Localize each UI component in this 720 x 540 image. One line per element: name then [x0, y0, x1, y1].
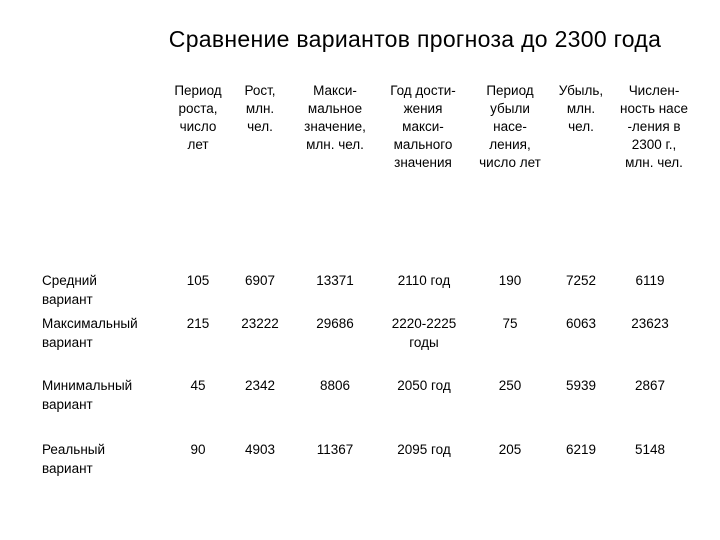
column-header-max-value: Макси- мальное значение, млн. чел. [304, 83, 366, 152]
table-cell: 215 [186, 316, 210, 331]
table-cell: 23623 [631, 316, 669, 331]
table-cell: 2050 год [397, 378, 451, 393]
row-label: Средний вариант [42, 273, 97, 307]
row-label: Минимальный вариант [42, 378, 133, 412]
table-cell: 2867 [634, 378, 666, 393]
table-cell: 8806 [319, 378, 351, 393]
table-cell: 13371 [316, 273, 354, 288]
table-cell: 190 [498, 273, 522, 288]
table-cell: 29686 [316, 316, 354, 331]
table-cell: 5939 [565, 378, 597, 393]
column-header-max-year: Год дости- жения макси- мального значения [390, 83, 456, 170]
table-cell: 6907 [244, 273, 276, 288]
table-cell: 6219 [565, 442, 597, 457]
table-cell: 75 [502, 316, 518, 331]
table-cell: 7252 [565, 273, 597, 288]
table-cell: 205 [498, 442, 522, 457]
table-cell: 2110 год [397, 273, 451, 288]
table-cell: 45 [190, 378, 206, 393]
column-header-growth-period: Период роста, число лет [174, 83, 222, 152]
table-cell: 105 [186, 273, 210, 288]
table-cell: 2220-2225 годы [391, 316, 457, 350]
table-cell: 250 [498, 378, 522, 393]
table-cell: 90 [190, 442, 206, 457]
table-cell: 4903 [244, 442, 276, 457]
column-header-growth: Рост, млн. чел. [244, 83, 276, 134]
row-label: Максимальный вариант [42, 316, 138, 350]
table-cell: 2095 год [397, 442, 451, 457]
page-title: Сравнение вариантов прогноза до 2300 года [168, 26, 662, 52]
column-header-decline: Убыль, млн. чел. [558, 83, 604, 134]
table-cell: 23222 [241, 316, 279, 331]
column-header-population-2300: Числен- ность насе -ления в 2300 г., млн. чел. [620, 83, 688, 170]
column-header-decline-period: Период убыли насе- ления, число лет [479, 83, 541, 170]
table-cell: 6063 [565, 316, 597, 331]
row-label: Реальный вариант [42, 442, 106, 476]
table-cell: 2342 [244, 378, 276, 393]
table-cell: 6119 [635, 273, 665, 288]
table-cell: 5148 [634, 442, 666, 457]
table-cell: 11367 [316, 442, 354, 457]
